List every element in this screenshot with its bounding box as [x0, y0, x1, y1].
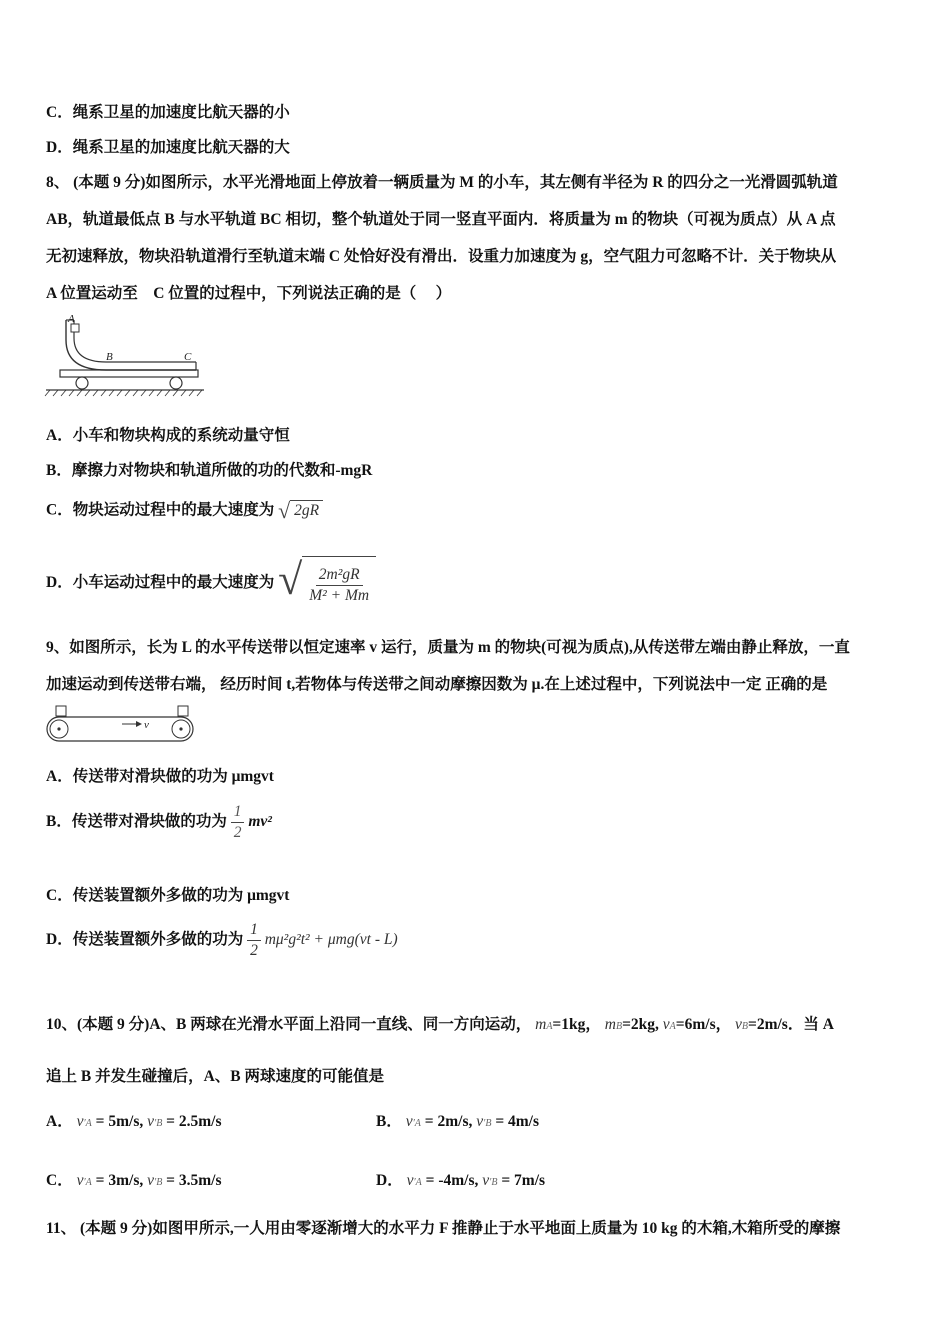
q10-option-c-vb-prime: ′	[154, 1177, 157, 1188]
q8-option-d	[46, 556, 376, 611]
q8-option-d-text: D．小车运动过程中的最大速度为	[46, 574, 275, 592]
q9-option-b-text: B．传送带对滑块做的功为	[46, 813, 227, 830]
q8-option-d-denominator: M² + Mm	[309, 586, 370, 604]
q10-option-b-letter: B．	[376, 1113, 402, 1130]
q10-option-d-vb-prime: ′	[489, 1177, 492, 1188]
q10-mB-subscript: B	[615, 1021, 623, 1032]
q9-option-a: A．传送带对滑块做的功为 μmgvt	[46, 768, 274, 785]
q8-option-c-expr: 2gR	[290, 500, 323, 522]
q10-option-a-vb-prime: ′	[154, 1118, 157, 1129]
q10-mA-value: =1kg，	[552, 1016, 601, 1033]
q8-stem-line1: 8、 (本题 9 分)如图所示，水平光滑地面上停放着一辆质量为 M 的小车，其左侧有半径为 R 的四分之一光滑圆弧轨道	[46, 174, 838, 191]
q10-option-c-va-prime: ′	[83, 1177, 86, 1188]
q10-option-c-va-symbol: v	[76, 1172, 84, 1189]
q8-option-b: B．摩擦力对物块和轨道所做的功的代数和-mgR	[46, 462, 373, 479]
q10-vA-value: =6m/s，	[675, 1016, 732, 1033]
q10-option-d-va-symbol: v	[406, 1172, 414, 1189]
q10-vA-subscript: A	[669, 1021, 676, 1032]
q10-option-a-va-subscript: A	[85, 1118, 92, 1129]
q10-option-c-vb-subscript: B	[156, 1177, 163, 1188]
q8-stem-line2: AB，轨道最低点 B 与水平轨道 BC 相切，整个轨道处于同一竖直平面内．将质量为 m 的物块（可视为质点）从 A 点	[46, 211, 836, 228]
q10-option-c	[46, 1171, 222, 1193]
q10-option-a-va-value: = 5m/s,	[95, 1113, 144, 1130]
q8-stem-line4: A 位置运动至 C 位置的过程中，下列说法正确的是（ ）	[46, 285, 452, 302]
q8-option-d-sqrt: √ $\frac{\text{2m²gR}}{\text{M² + Mm}}$	[278, 556, 376, 611]
q10-mA-symbol: m	[535, 1016, 547, 1033]
q10-option-d-va-prime: ′	[413, 1177, 416, 1188]
q10-option-a-va-symbol: v	[76, 1113, 84, 1130]
q10-stem-text: 10、(本题 9 分)A、B 两球在光滑水平面上沿同一直线、同一方向运动，	[46, 1016, 532, 1033]
q10-option-a-vb-symbol: v	[147, 1113, 154, 1130]
q8-option-d-numerator: 2m²gR	[316, 565, 363, 586]
q10-stem-line1	[46, 1015, 834, 1037]
q7-option-d: D．绳系卫星的加速度比航天器的大	[46, 139, 290, 156]
q10-mB-value: =2kg,	[622, 1016, 659, 1033]
q10-option-b-vb-symbol: v	[476, 1113, 484, 1130]
q10-option-d-letter: D．	[376, 1172, 403, 1189]
q10-vB-subscript: B	[741, 1021, 748, 1032]
q9-option-d-denominator: 2	[250, 941, 258, 959]
q8-stem-line3: 无初速释放，物块沿轨道滑行至轨道末端 C 处恰好没有滑出．设重力加速度为 g，空气阻力可忽略不计．关于物块从	[46, 248, 837, 265]
q9-option-b-numerator: 1	[231, 802, 245, 823]
q8-fig-label-a: A	[68, 313, 75, 325]
q10-option-b-vb-value: = 4m/s	[495, 1113, 540, 1130]
q8-fig-label-c: C	[184, 351, 192, 363]
q10-option-b-va-value: = 2m/s,	[424, 1113, 473, 1130]
q9-fig-label-v: v	[144, 719, 149, 731]
q10-option-b-vb-subscript: B	[485, 1118, 492, 1129]
q10-option-d-va-value: = -4m/s,	[425, 1172, 479, 1189]
q10-option-a-vb-subscript: B	[156, 1118, 163, 1129]
q10-option-a-va-prime: ′	[83, 1118, 86, 1129]
q10-vB-value: =2m/s．当 A	[747, 1016, 834, 1033]
q9-option-d-text: D．传送装置额外多做的功为	[46, 931, 244, 948]
q10-option-d-vb-symbol: v	[482, 1172, 490, 1189]
q10-option-d-vb-value: = 7m/s	[501, 1172, 546, 1189]
q9-option-b-expr: mv²	[248, 813, 272, 830]
q8-option-c	[46, 500, 323, 522]
q10-option-a-letter: A．	[46, 1113, 73, 1130]
q8-fig-label-b: B	[106, 351, 113, 363]
q10-mB-symbol: m	[604, 1016, 616, 1033]
q10-option-b-va-subscript: A	[414, 1118, 421, 1129]
q9-option-d	[46, 918, 398, 962]
q10-option-a	[46, 1112, 222, 1134]
q11-stem-line1: 11、 (本题 9 分)如图甲所示,一人用由零逐渐增大的水平力 F 推静止于水平地面上质量为 10 kg 的木箱,木箱所受的摩擦	[46, 1220, 841, 1237]
q10-option-b-va-symbol: v	[405, 1113, 413, 1130]
q10-option-c-letter: C．	[46, 1172, 73, 1189]
q10-option-d-va-subscript: A	[415, 1177, 422, 1188]
q9-stem-line2: 加速运动到传送带右端， 经历时间 t,若物体与传送带之间动摩擦因数为 μ.在上述过程中，下列说法中一定 正确的是	[46, 676, 828, 693]
q9-option-b	[46, 800, 272, 844]
q10-option-b-va-prime: ′	[412, 1118, 415, 1129]
q10-option-a-vb-value: = 2.5m/s	[166, 1113, 222, 1130]
q9-option-b-denominator: 2	[233, 823, 242, 841]
q8-option-a: A．小车和物块构成的系统动量守恒	[46, 427, 290, 444]
q10-option-c-vb-symbol: v	[147, 1172, 154, 1189]
q10-option-c-va-subscript: A	[85, 1177, 92, 1188]
q8-option-c-sqrt: √ 2gR	[278, 500, 323, 522]
q10-mA-subscript: A	[546, 1021, 553, 1032]
q10-option-d-vb-subscript: B	[491, 1177, 498, 1188]
q10-option-d	[376, 1171, 545, 1193]
q9-stem-line1: 9、如图所示，长为 L 的水平传送带以恒定速率 v 运行，质量为 m 的物块(可视为质点),从传送带左端由静止释放，一直	[46, 639, 850, 656]
q8-option-c-text: C．物块运动过程中的最大速度为	[46, 501, 275, 519]
q9-option-c: C．传送装置额外多做的功为 μmgvt	[46, 887, 290, 904]
q8-cart-figure	[44, 312, 204, 404]
q10-vB-symbol: v	[734, 1016, 742, 1033]
q9-conveyor-figure	[44, 704, 196, 746]
q9-option-d-expr: mμ²g²t² + μmg(vt - L)	[264, 931, 398, 948]
q10-option-c-vb-value: = 3.5m/s	[166, 1172, 222, 1189]
q10-option-b-vb-prime: ′	[483, 1118, 486, 1129]
q10-option-c-va-value: = 3m/s,	[95, 1172, 144, 1189]
q10-stem-line2: 追上 B 并发生碰撞后，A、B 两球速度的可能值是	[46, 1068, 384, 1085]
q7-option-c: C．绳系卫星的加速度比航天器的小	[46, 104, 290, 121]
q9-option-d-numerator: 1	[247, 920, 261, 941]
q10-vA-symbol: v	[662, 1016, 670, 1033]
q10-option-b	[376, 1112, 539, 1134]
